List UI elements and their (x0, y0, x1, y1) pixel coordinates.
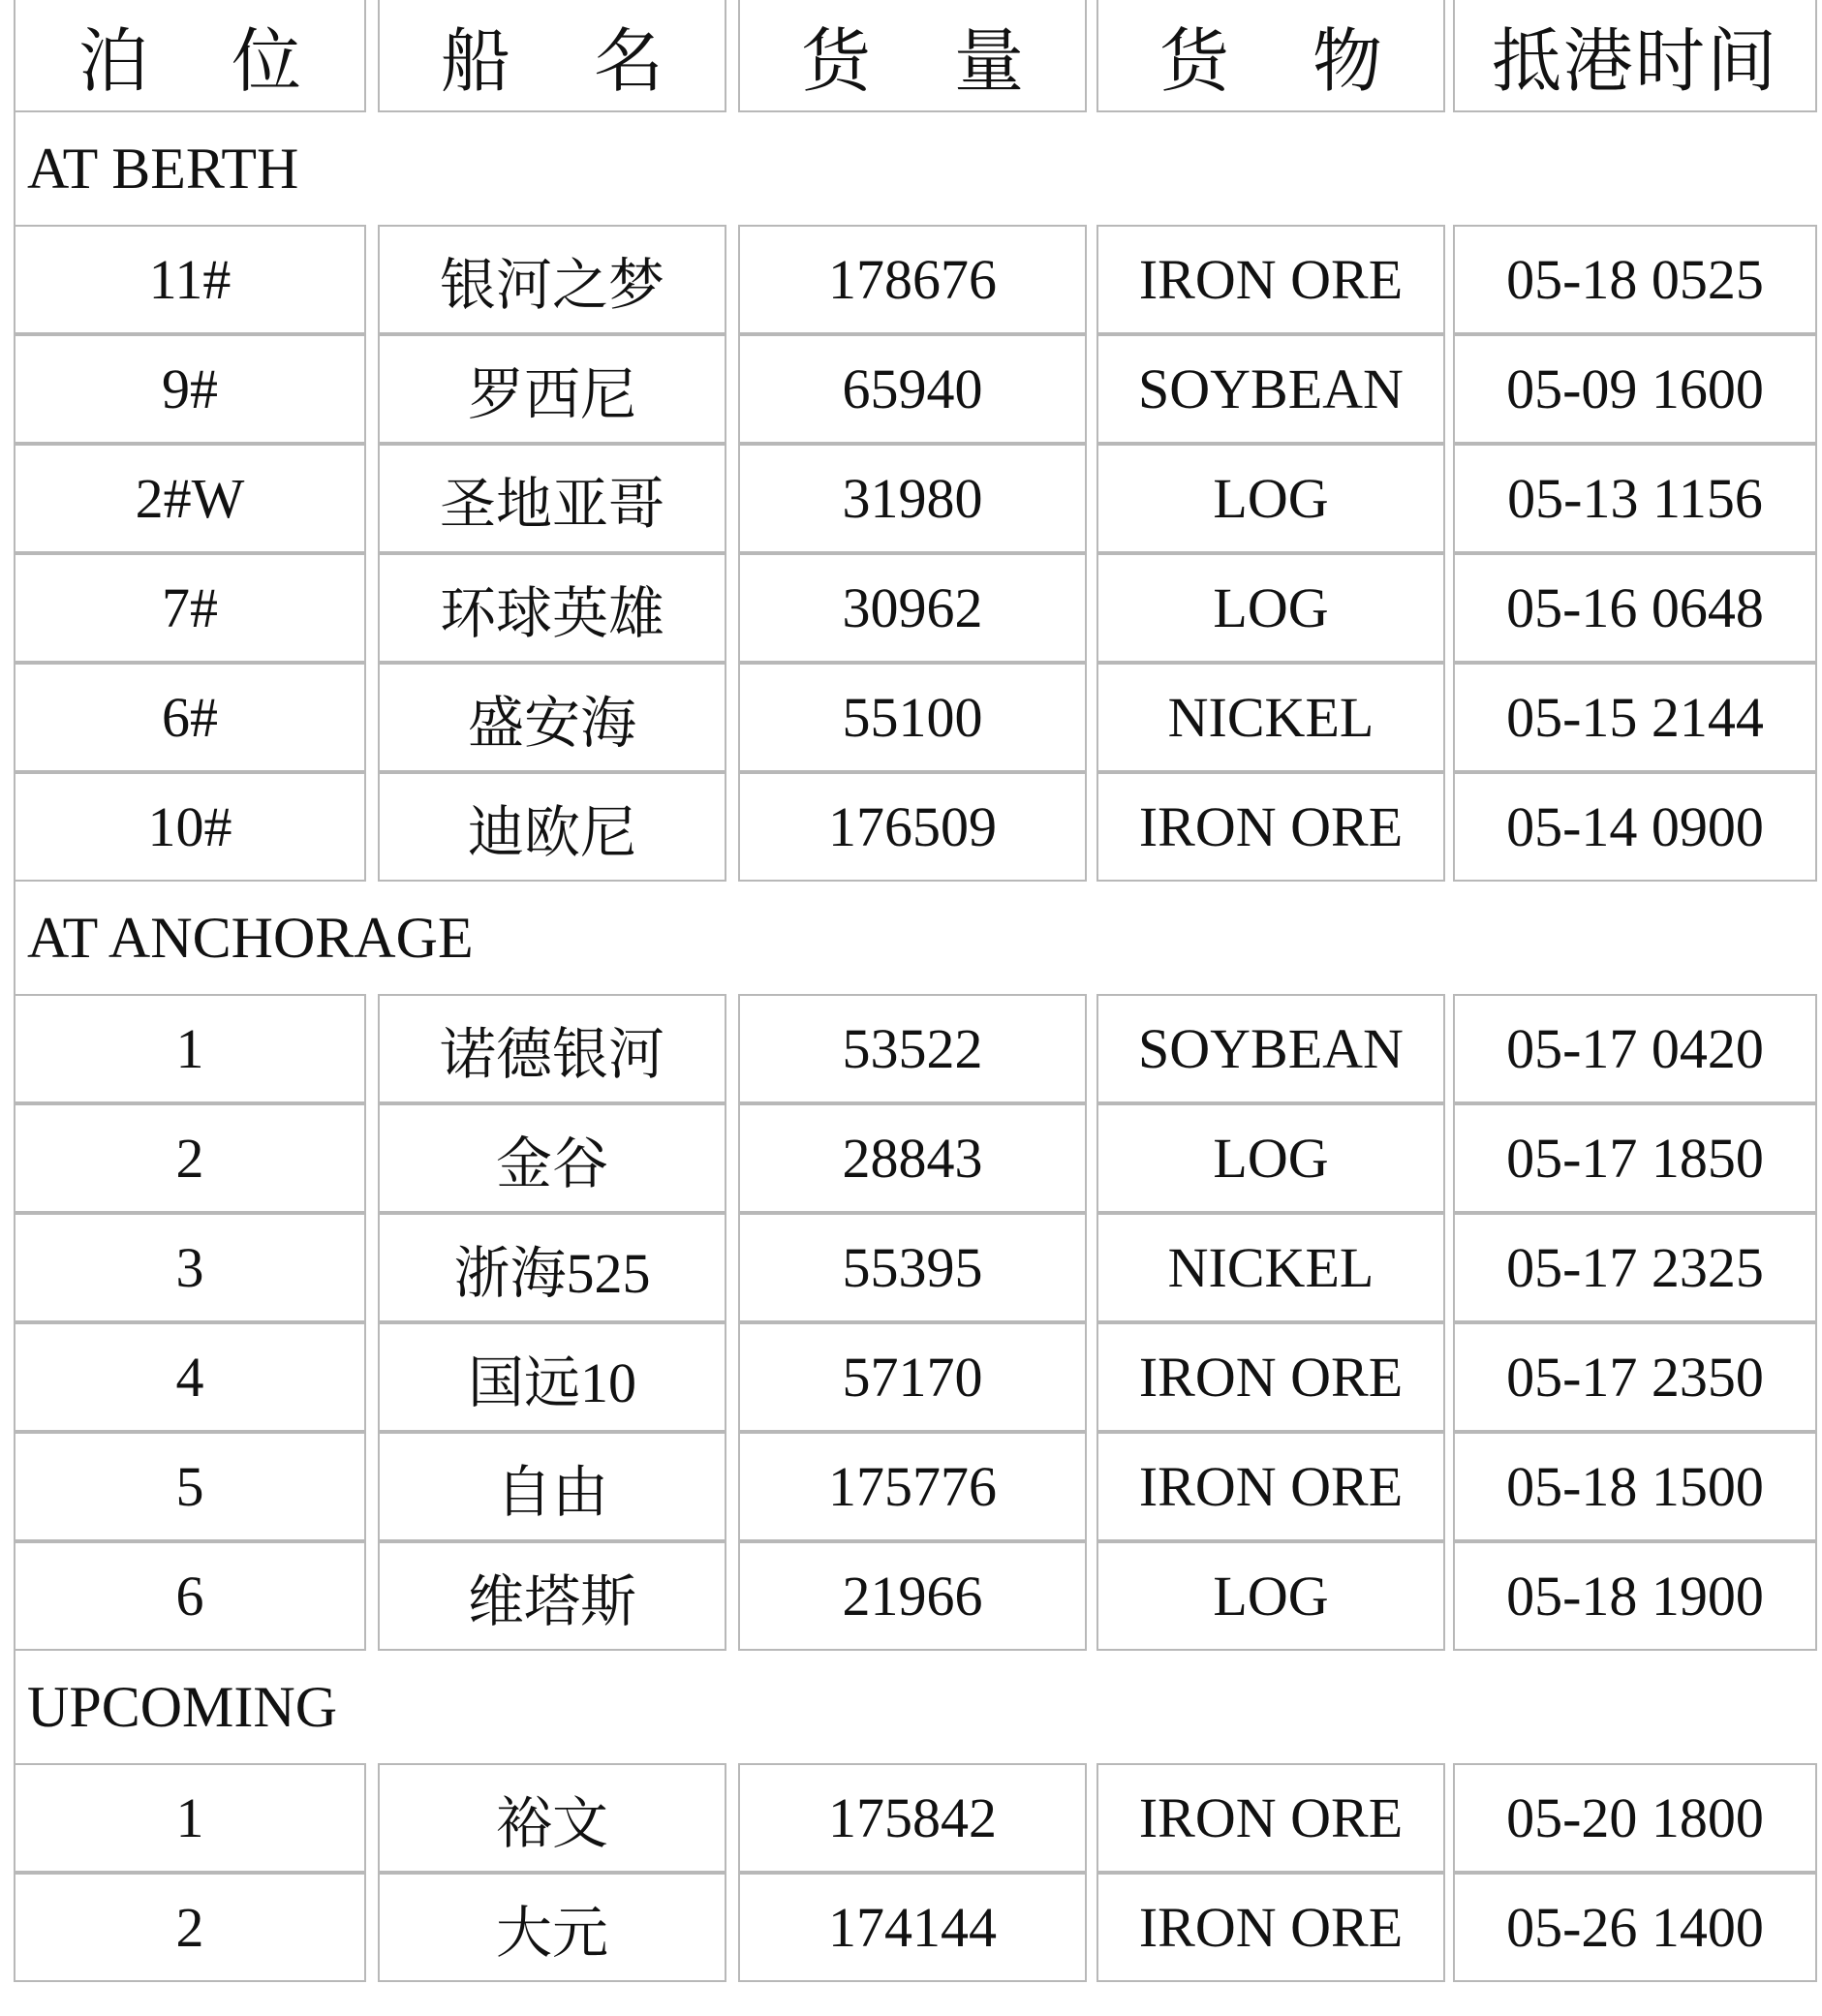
berth-cell: 1 (14, 1763, 366, 1873)
vessel-name-cell: 自由 (378, 1432, 726, 1541)
arrival-time-cell: 05-13 1156 (1453, 444, 1817, 553)
cargo-volume-cell: 21966 (738, 1541, 1087, 1651)
vessel-name-cell: 罗西尼 (378, 334, 726, 444)
berth-cell: 3 (14, 1213, 366, 1322)
vessel-name-cell: 维塔斯 (378, 1541, 726, 1651)
arrival-time-cell: 05-20 1800 (1453, 1763, 1817, 1873)
vessel-name-cell: 环球英雄 (378, 553, 726, 663)
arrival-time-cell: 05-18 1500 (1453, 1432, 1817, 1541)
vessel-name-cell: 浙海525 (378, 1213, 726, 1322)
vessel-name-cell: 大元 (378, 1873, 726, 1982)
cargo-volume-cell: 57170 (738, 1322, 1087, 1432)
cargo-volume-cell: 178676 (738, 225, 1087, 334)
cargo-volume-cell: 174144 (738, 1873, 1087, 1982)
arrival-time-cell: 05-15 2144 (1453, 663, 1817, 772)
cargo-cell: LOG (1096, 1103, 1445, 1213)
cargo-cell: NICKEL (1096, 1213, 1445, 1322)
berth-cell: 5 (14, 1432, 366, 1541)
cargo-cell: NICKEL (1096, 663, 1445, 772)
vessel-name-cell: 金谷 (378, 1103, 726, 1213)
berth-cell: 6 (14, 1541, 366, 1651)
berth-cell: 4 (14, 1322, 366, 1432)
arrival-time-cell: 05-16 0648 (1453, 553, 1817, 663)
arrival-time-cell: 05-17 2350 (1453, 1322, 1817, 1432)
section-title: AT ANCHORAGE (14, 882, 1817, 994)
berth-cell: 9# (14, 334, 366, 444)
cargo-cell: IRON ORE (1096, 1322, 1445, 1432)
cargo-cell: SOYBEAN (1096, 994, 1445, 1103)
berth-cell: 11# (14, 225, 366, 334)
cargo-volume-cell: 53522 (738, 994, 1087, 1103)
header-cargo-volume: 货 量 (738, 0, 1087, 112)
berth-cell: 6# (14, 663, 366, 772)
cargo-cell: IRON ORE (1096, 772, 1445, 882)
cargo-cell: LOG (1096, 444, 1445, 553)
vessel-name-cell: 国远10 (378, 1322, 726, 1432)
cargo-cell: SOYBEAN (1096, 334, 1445, 444)
cargo-cell: LOG (1096, 553, 1445, 663)
cargo-volume-cell: 175842 (738, 1763, 1087, 1873)
cargo-volume-cell: 31980 (738, 444, 1087, 553)
arrival-time-cell: 05-09 1600 (1453, 334, 1817, 444)
berth-cell: 2 (14, 1103, 366, 1213)
arrival-time-cell: 05-18 1900 (1453, 1541, 1817, 1651)
section-title: AT BERTH (14, 112, 1817, 225)
arrival-time-cell: 05-18 0525 (1453, 225, 1817, 334)
arrival-time-cell: 05-26 1400 (1453, 1873, 1817, 1982)
cargo-volume-cell: 65940 (738, 334, 1087, 444)
vessel-name-cell: 迪欧尼 (378, 772, 726, 882)
berth-cell: 7# (14, 553, 366, 663)
arrival-time-cell: 05-14 0900 (1453, 772, 1817, 882)
cargo-cell: IRON ORE (1096, 1763, 1445, 1873)
vessel-name-cell: 裕文 (378, 1763, 726, 1873)
cargo-volume-cell: 175776 (738, 1432, 1087, 1541)
berth-cell: 10# (14, 772, 366, 882)
vessel-name-cell: 盛安海 (378, 663, 726, 772)
berth-cell: 2 (14, 1873, 366, 1982)
header-vessel-name: 船 名 (378, 0, 726, 112)
arrival-time-cell: 05-17 0420 (1453, 994, 1817, 1103)
berth-cell: 1 (14, 994, 366, 1103)
cargo-cell: IRON ORE (1096, 1873, 1445, 1982)
berth-cell: 2#W (14, 444, 366, 553)
cargo-cell: IRON ORE (1096, 1432, 1445, 1541)
vessel-name-cell: 圣地亚哥 (378, 444, 726, 553)
arrival-time-cell: 05-17 1850 (1453, 1103, 1817, 1213)
cargo-volume-cell: 30962 (738, 553, 1087, 663)
header-cargo: 货 物 (1096, 0, 1445, 112)
cargo-volume-cell: 55100 (738, 663, 1087, 772)
vessel-name-cell: 银河之梦 (378, 225, 726, 334)
header-berth: 泊 位 (14, 0, 366, 112)
cargo-cell: LOG (1096, 1541, 1445, 1651)
header-arrival-time: 抵港时间 (1453, 0, 1817, 112)
cargo-volume-cell: 55395 (738, 1213, 1087, 1322)
cargo-volume-cell: 28843 (738, 1103, 1087, 1213)
section-title: UPCOMING (14, 1651, 1817, 1763)
cargo-volume-cell: 176509 (738, 772, 1087, 882)
arrival-time-cell: 05-17 2325 (1453, 1213, 1817, 1322)
cargo-cell: IRON ORE (1096, 225, 1445, 334)
vessel-name-cell: 诺德银河 (378, 994, 726, 1103)
